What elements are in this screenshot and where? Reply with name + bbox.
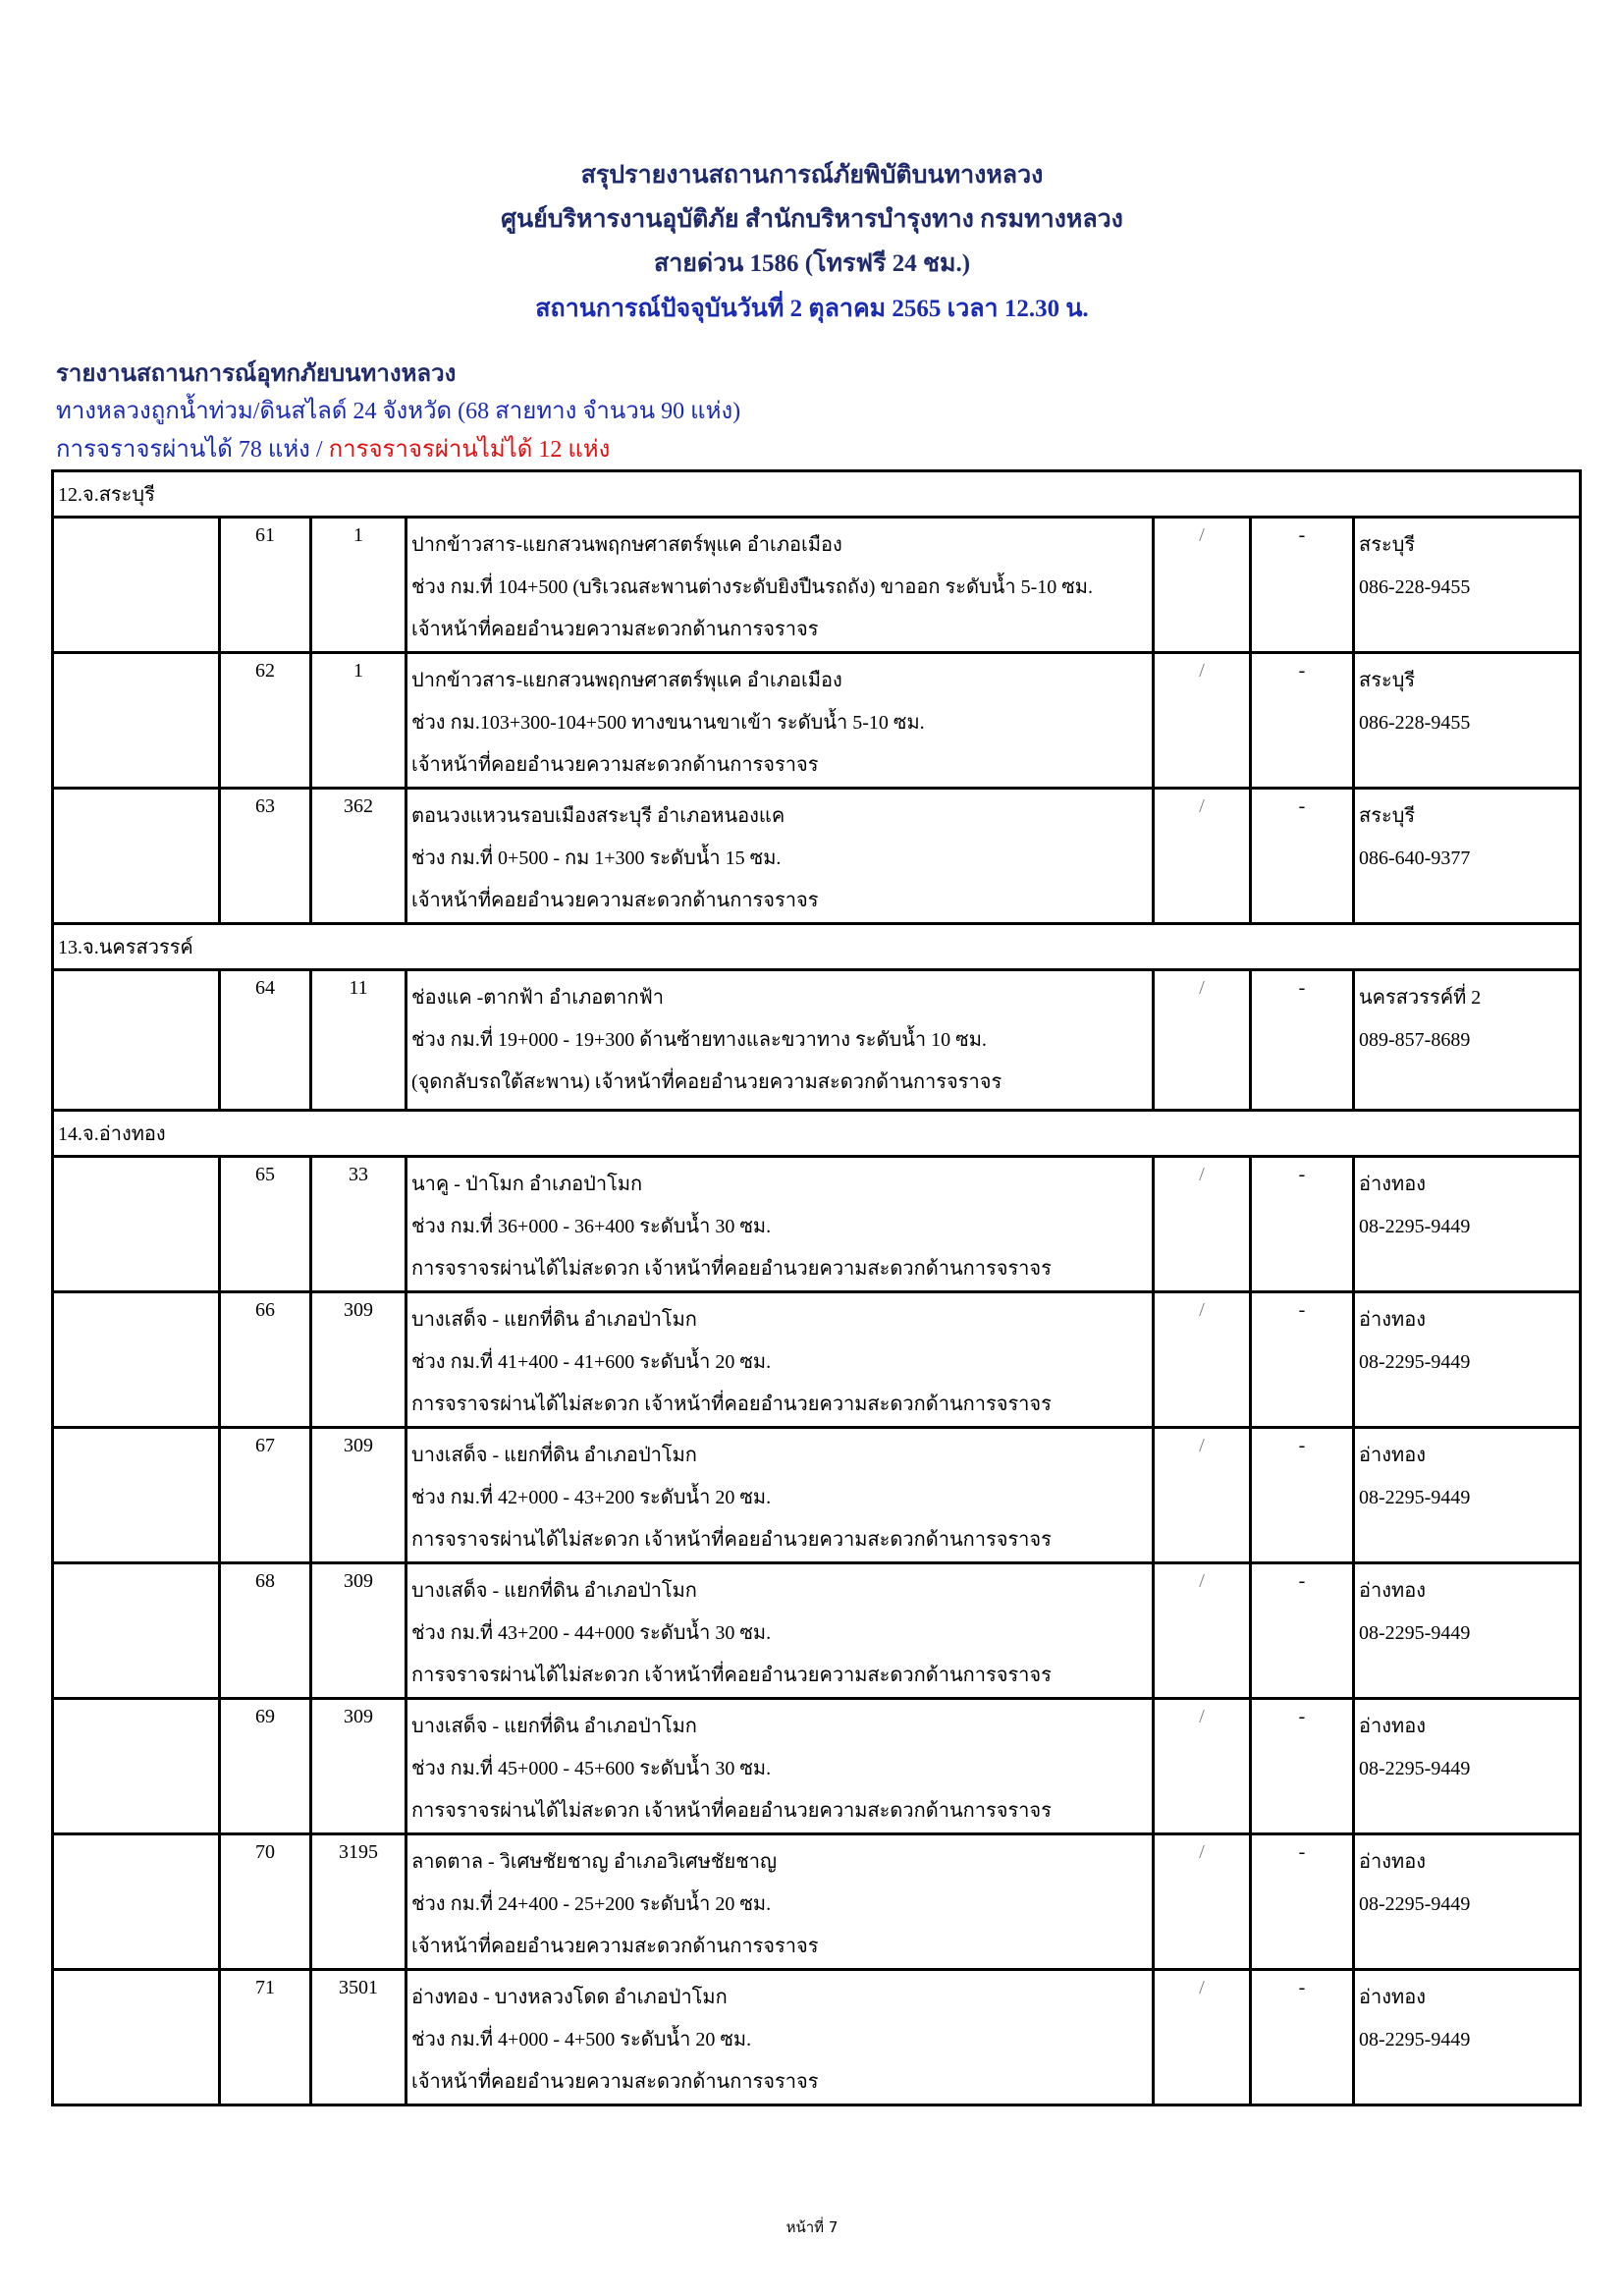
- location-description: [406, 653, 1154, 789]
- table-row: [53, 1834, 1581, 1970]
- impassable-mark: -: [1251, 1834, 1354, 1970]
- description-line: ช่วง กม.ที่ 4+000 - 4+500 ระดับน้ำ 20 ซม.: [411, 2029, 752, 2050]
- description-line: ช่วง กม.ที่ 0+500 - กม 1+300 ระดับน้ำ 15 ซม.: [411, 847, 782, 869]
- route-number: 309: [311, 1292, 406, 1428]
- impassable-mark: -: [1251, 789, 1354, 924]
- flood-report-table: [51, 469, 1582, 2106]
- description-line: ช่องแค -ตากฟ้า อำเภอตากฟ้า: [411, 987, 664, 1009]
- contact-cell: [1354, 653, 1581, 789]
- table-row: [53, 970, 1581, 1111]
- passable-mark: /: [1154, 518, 1251, 653]
- contact-cell: [1354, 518, 1581, 653]
- route-number: 309: [311, 1699, 406, 1834]
- contact-cell: [1354, 1563, 1581, 1699]
- description-line: การจราจรผ่านได้ไม่สะดวก เจ้าหน้าที่คอยอำนวยความสะดวกด้านการจราจร: [411, 1394, 1052, 1415]
- contact-phone: 086-228-9455: [1359, 576, 1471, 598]
- table-row: [53, 1563, 1581, 1699]
- impassable-mark: -: [1251, 1699, 1354, 1834]
- district-office: อ่างทอง: [1359, 1174, 1426, 1195]
- impassable-mark: -: [1251, 1292, 1354, 1428]
- description-line: เจ้าหน้าที่คอยอำนวยความสะดวกด้านการจราจร: [411, 619, 819, 640]
- description-line: ช่วง กม.ที่ 41+400 - 41+600 ระดับน้ำ 20 ซม.: [411, 1351, 772, 1373]
- passable-mark: /: [1154, 653, 1251, 789]
- passable-mark: /: [1154, 1428, 1251, 1563]
- contact-cell: [1354, 1428, 1581, 1563]
- item-number: 70: [220, 1834, 311, 1970]
- blank-cell: [53, 1970, 220, 2105]
- item-number: 64: [220, 970, 311, 1111]
- item-number: 63: [220, 789, 311, 924]
- contact-phone: 08-2295-9449: [1359, 1893, 1471, 1915]
- route-number: 33: [311, 1157, 406, 1292]
- table-row: [53, 653, 1581, 789]
- contact-phone: 08-2295-9449: [1359, 2029, 1471, 2050]
- agency-name: ศูนย์บริหารงานอุบัติภัย สำนักบริหารบำรุงทาง กรมทางหลวง: [501, 206, 1123, 233]
- impassable-mark: -: [1251, 1970, 1354, 2105]
- impassable-mark: -: [1251, 1157, 1354, 1292]
- item-number: 69: [220, 1699, 311, 1834]
- contact-phone: 08-2295-9449: [1359, 1216, 1471, 1237]
- table-row: [53, 1970, 1581, 2105]
- province-label: 13.จ.นครสวรรค์: [53, 924, 1581, 970]
- blank-cell: [53, 1428, 220, 1563]
- route-number: 309: [311, 1428, 406, 1563]
- district-office: นครสวรรค์ที่ 2: [1359, 987, 1482, 1009]
- contact-phone: 086-228-9455: [1359, 712, 1471, 734]
- summary-affected: ทางหลวงถูกน้ำท่วม/ดินสไลด์ 24 จังหวัด (68 สายทาง จำนวน 90 แห่ง): [56, 399, 741, 424]
- impassable-mark: -: [1251, 518, 1354, 653]
- description-line: ช่วง กม.ที่ 24+400 - 25+200 ระดับน้ำ 20 ซม.: [411, 1893, 772, 1915]
- passable-mark: /: [1154, 1292, 1251, 1428]
- report-title: สรุปรายงานสถานการณ์ภัยพิบัติบนทางหลวง: [580, 162, 1044, 189]
- route-number: 1: [311, 518, 406, 653]
- description-line: เจ้าหน้าที่คอยอำนวยความสะดวกด้านการจราจร: [411, 754, 819, 776]
- blank-cell: [53, 1834, 220, 1970]
- location-description: [406, 1563, 1154, 1699]
- summary-heading: รายงานสถานการณ์อุทกภัยบนทางหลวง: [56, 361, 457, 387]
- route-number: 11: [311, 970, 406, 1111]
- district-office: สระบุรี: [1359, 534, 1416, 556]
- impassable-count: การจราจรผ่านไม่ได้ 12 แห่ง: [328, 437, 611, 463]
- location-description: [406, 1157, 1154, 1292]
- province-label: 14.จ.อ่างทอง: [53, 1111, 1581, 1157]
- district-office: อ่างทอง: [1359, 1580, 1426, 1602]
- location-description: [406, 970, 1154, 1111]
- contact-cell: [1354, 970, 1581, 1111]
- contact-cell: [1354, 789, 1581, 924]
- description-line: (จุดกลับรถใต้สะพาน) เจ้าหน้าที่คอยอำนวยความสะดวกด้านการจราจร: [411, 1071, 1002, 1093]
- route-number: 3195: [311, 1834, 406, 1970]
- contact-cell: [1354, 1157, 1581, 1292]
- situation-datetime: สถานการณ์ปัจจุบันวันที่ 2 ตุลาคม 2565 เวลา 12.30 น.: [535, 296, 1089, 322]
- location-description: [406, 1292, 1154, 1428]
- district-office: สระบุรี: [1359, 805, 1416, 827]
- contact-phone: 08-2295-9449: [1359, 1758, 1471, 1779]
- blank-cell: [53, 970, 220, 1111]
- district-office: อ่างทอง: [1359, 1716, 1426, 1737]
- location-description: [406, 518, 1154, 653]
- blank-cell: [53, 653, 220, 789]
- passable-mark: /: [1154, 1157, 1251, 1292]
- contact-phone: 089-857-8689: [1359, 1029, 1471, 1051]
- blank-cell: [53, 1157, 220, 1292]
- contact-cell: [1354, 1970, 1581, 2105]
- table-row: [53, 1157, 1581, 1292]
- description-line: ช่วง กม.ที่ 45+000 - 45+600 ระดับน้ำ 30 ซม.: [411, 1758, 772, 1779]
- district-office: อ่างทอง: [1359, 1851, 1426, 1873]
- passable-mark: /: [1154, 1834, 1251, 1970]
- description-line: ปากข้าวสาร-แยกสวนพฤกษศาสตร์พุแค อำเภอเมือง: [411, 534, 842, 556]
- description-line: การจราจรผ่านได้ไม่สะดวก เจ้าหน้าที่คอยอำนวยความสะดวกด้านการจราจร: [411, 1800, 1052, 1822]
- contact-phone: 08-2295-9449: [1359, 1487, 1471, 1508]
- contact-cell: [1354, 1834, 1581, 1970]
- province-group-row: [53, 471, 1581, 518]
- item-number: 68: [220, 1563, 311, 1699]
- contact-phone: 08-2295-9449: [1359, 1622, 1471, 1644]
- passable-mark: /: [1154, 970, 1251, 1111]
- passable-mark: /: [1154, 1970, 1251, 2105]
- route-number: 309: [311, 1563, 406, 1699]
- item-number: 66: [220, 1292, 311, 1428]
- route-number: 1: [311, 653, 406, 789]
- passable-count: การจราจรผ่านได้ 78 แห่ง /: [56, 437, 329, 463]
- blank-cell: [53, 1699, 220, 1834]
- route-number: 362: [311, 789, 406, 924]
- description-line: บางเสด็จ - แยกที่ดิน อำเภอป่าโมก: [411, 1309, 697, 1331]
- item-number: 71: [220, 1970, 311, 2105]
- table-row: [53, 1292, 1581, 1428]
- summary-traffic: [56, 429, 610, 467]
- location-description: [406, 1699, 1154, 1834]
- province-group-row: [53, 1111, 1581, 1157]
- description-line: การจราจรผ่านได้ไม่สะดวก เจ้าหน้าที่คอยอำนวยความสะดวกด้านการจราจร: [411, 1258, 1052, 1280]
- description-line: ช่วง กม.ที่ 42+000 - 43+200 ระดับน้ำ 20 ซม.: [411, 1487, 772, 1508]
- impassable-mark: -: [1251, 1563, 1354, 1699]
- blank-cell: [53, 1563, 220, 1699]
- route-number: 3501: [311, 1970, 406, 2105]
- page-number: หน้าที่ 7: [785, 2218, 839, 2236]
- description-line: ช่วง กม.ที่ 43+200 - 44+000 ระดับน้ำ 30 ซม.: [411, 1622, 772, 1644]
- district-office: อ่างทอง: [1359, 1309, 1426, 1331]
- description-line: เจ้าหน้าที่คอยอำนวยความสะดวกด้านการจราจร: [411, 890, 819, 911]
- table-row: [53, 1428, 1581, 1563]
- item-number: 65: [220, 1157, 311, 1292]
- item-number: 62: [220, 653, 311, 789]
- description-line: ตอนวงแหวนรอบเมืองสระบุรี อำเภอหนองแค: [411, 805, 785, 827]
- item-number: 61: [220, 518, 311, 653]
- province-label: 12.จ.สระบุรี: [53, 471, 1581, 518]
- impassable-mark: -: [1251, 653, 1354, 789]
- description-line: บางเสด็จ - แยกที่ดิน อำเภอป่าโมก: [411, 1580, 697, 1602]
- description-line: เจ้าหน้าที่คอยอำนวยความสะดวกด้านการจราจร: [411, 1936, 819, 1957]
- description-line: การจราจรผ่านได้ไม่สะดวก เจ้าหน้าที่คอยอำนวยความสะดวกด้านการจราจร: [411, 1529, 1052, 1551]
- impassable-mark: -: [1251, 1428, 1354, 1563]
- location-description: [406, 789, 1154, 924]
- table-row: [53, 1699, 1581, 1834]
- location-description: [406, 1970, 1154, 2105]
- description-line: บางเสด็จ - แยกที่ดิน อำเภอป่าโมก: [411, 1445, 697, 1466]
- passable-mark: /: [1154, 1563, 1251, 1699]
- description-line: ช่วง กม.ที่ 36+000 - 36+400 ระดับน้ำ 30 ซม.: [411, 1216, 772, 1237]
- blank-cell: [53, 518, 220, 653]
- description-line: ช่วง กม.ที่ 104+500 (บริเวณสะพานต่างระดับยิงปืนรถถัง) ขาออก ระดับน้ำ 5-10 ซม.: [411, 576, 1093, 598]
- blank-cell: [53, 789, 220, 924]
- description-line: ลาดตาล - วิเศษชัยชาญ อำเภอวิเศษชัยชาญ: [411, 1851, 778, 1873]
- description-line: เจ้าหน้าที่คอยอำนวยความสะดวกด้านการจราจร: [411, 2071, 819, 2093]
- description-line: บางเสด็จ - แยกที่ดิน อำเภอป่าโมก: [411, 1716, 697, 1737]
- description-line: อ่างทอง - บางหลวงโดด อำเภอป่าโมก: [411, 1987, 728, 2008]
- description-line: ปากข้าวสาร-แยกสวนพฤกษศาสตร์พุแค อำเภอเมือง: [411, 670, 842, 691]
- location-description: [406, 1428, 1154, 1563]
- passable-mark: /: [1154, 1699, 1251, 1834]
- impassable-mark: -: [1251, 970, 1354, 1111]
- hotline: สายด่วน 1586 (โทรฟรี 24 ชม.): [653, 250, 971, 277]
- description-line: การจราจรผ่านได้ไม่สะดวก เจ้าหน้าที่คอยอำนวยความสะดวกด้านการจราจร: [411, 1665, 1052, 1686]
- district-office: สระบุรี: [1359, 670, 1416, 691]
- item-number: 67: [220, 1428, 311, 1563]
- contact-phone: 08-2295-9449: [1359, 1351, 1471, 1373]
- location-description: [406, 1834, 1154, 1970]
- passable-mark: /: [1154, 789, 1251, 924]
- district-office: อ่างทอง: [1359, 1987, 1426, 2008]
- description-line: ช่วง กม.103+300-104+500 ทางขนานขาเข้า ระดับน้ำ 5-10 ซม.: [411, 712, 925, 734]
- contact-cell: [1354, 1699, 1581, 1834]
- province-group-row: [53, 924, 1581, 970]
- district-office: อ่างทอง: [1359, 1445, 1426, 1466]
- table-row: [53, 518, 1581, 653]
- description-line: ช่วง กม.ที่ 19+000 - 19+300 ด้านซ้ายทางและขวาทาง ระดับน้ำ 10 ซม.: [411, 1029, 987, 1051]
- table-row: [53, 789, 1581, 924]
- description-line: นาคู - ป่าโมก อำเภอป่าโมก: [411, 1174, 643, 1195]
- blank-cell: [53, 1292, 220, 1428]
- contact-phone: 086-640-9377: [1359, 847, 1471, 869]
- contact-cell: [1354, 1292, 1581, 1428]
